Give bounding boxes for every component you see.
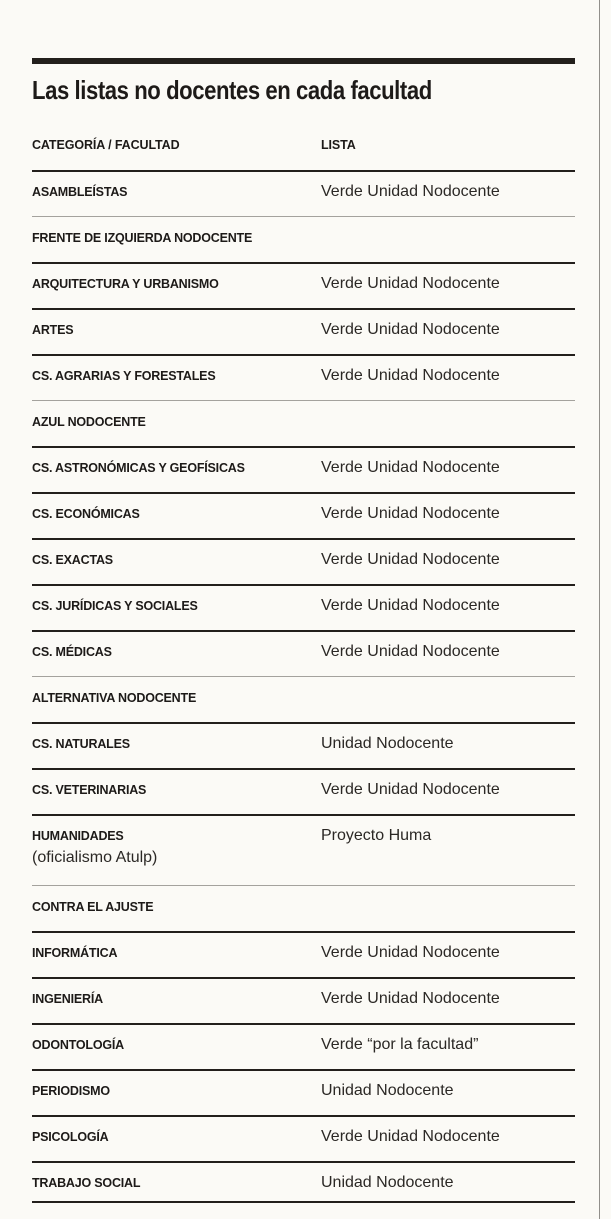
category-label: HUMANIDADES [32, 829, 124, 843]
lista-value: Unidad Nodocente [321, 735, 454, 752]
category-cell [32, 1128, 321, 1146]
lista-value: Verde Unidad Nodocente [321, 551, 500, 568]
category-label: CS. EXACTAS [32, 553, 113, 567]
table-row [32, 768, 575, 814]
category-cell [32, 367, 321, 385]
table-row [32, 722, 575, 768]
category-cell [32, 689, 321, 707]
lista-value: Verde Unidad Nodocente [321, 367, 500, 384]
category-label: CS. ECONÓMICAS [32, 507, 140, 521]
table-row [32, 538, 575, 584]
category-cell [32, 459, 321, 477]
table-section-row [32, 885, 575, 931]
category-label: CS. JURÍDICAS Y SOCIALES [32, 599, 198, 613]
category-cell [32, 321, 321, 339]
table-row [32, 584, 575, 630]
lista-value [321, 413, 575, 431]
lista-value: Verde Unidad Nodocente [321, 781, 500, 798]
table-header-row [32, 139, 575, 170]
category-label: INGENIERÍA [32, 992, 103, 1006]
lista-value: Unidad Nodocente [321, 1174, 454, 1191]
lista-value [321, 229, 575, 247]
lista-value [321, 689, 575, 707]
infographic-box [32, 0, 575, 1203]
category-label: CS. NATURALES [32, 737, 130, 751]
category-label: ODONTOLOGÍA [32, 1038, 125, 1052]
lista-value [321, 898, 575, 916]
lista-value: Verde Unidad Nodocente [321, 643, 500, 660]
category-cell [32, 413, 321, 431]
lista-value: Verde Unidad Nodocente [321, 275, 500, 292]
category-label: PERIODISMO [32, 1084, 110, 1098]
category-note: (oficialismo Atulp) [32, 849, 158, 866]
table-row [32, 492, 575, 538]
category-label: AZUL NODOCENTE [32, 415, 146, 429]
category-cell [32, 1174, 321, 1192]
category-label: ARQUITECTURA Y URBANISMO [32, 277, 219, 291]
lista-value: Verde Unidad Nodocente [321, 1128, 500, 1145]
table-section-row [32, 400, 575, 446]
table-section-row [32, 676, 575, 722]
table-row [32, 170, 575, 216]
top-rule-bar [32, 58, 575, 64]
lista-value: Verde Unidad Nodocente [321, 459, 500, 476]
table-section-row [32, 216, 575, 262]
category-cell [32, 1082, 321, 1100]
category-cell [32, 990, 321, 1008]
category-cell [32, 898, 321, 916]
lista-value: Verde “por la facultad” [321, 1036, 479, 1053]
category-cell [32, 781, 321, 799]
table-row [32, 931, 575, 977]
table-row [32, 446, 575, 492]
category-cell [32, 597, 321, 615]
column-header-category: CATEGORÍA / FACULTAD [32, 138, 180, 152]
lista-value: Verde Unidad Nodocente [321, 321, 500, 338]
category-cell [32, 944, 321, 962]
category-label: CS. MÉDICAS [32, 645, 112, 659]
table-row [32, 814, 575, 885]
category-cell [32, 551, 321, 569]
table-row [32, 1069, 575, 1115]
column-divider-line [599, 0, 600, 1219]
lista-value: Verde Unidad Nodocente [321, 597, 500, 614]
lista-value: Proyecto Huma [321, 827, 432, 844]
category-label: TRABAJO SOCIAL [32, 1176, 141, 1190]
category-cell [32, 735, 321, 753]
table-row [32, 1115, 575, 1161]
lista-value: Verde Unidad Nodocente [321, 183, 500, 200]
lista-value: Verde Unidad Nodocente [321, 990, 500, 1007]
table-row [32, 354, 575, 400]
lista-value: Verde Unidad Nodocente [321, 944, 500, 961]
table-row [32, 308, 575, 354]
lista-value: Verde Unidad Nodocente [321, 505, 500, 522]
category-cell [32, 275, 321, 293]
category-label: INFORMÁTICA [32, 946, 118, 960]
category-cell [32, 827, 321, 870]
table-body [32, 170, 575, 1203]
category-label: PSICOLOGÍA [32, 1130, 109, 1144]
category-label: CS. VETERINARIAS [32, 783, 147, 797]
category-cell [32, 183, 321, 201]
category-label: CS. AGRARIAS Y FORESTALES [32, 369, 216, 383]
category-label: FRENTE DE IZQUIERDA NODOCENTE [32, 231, 253, 245]
category-label: CS. ASTRONÓMICAS Y GEOFÍSICAS [32, 461, 245, 475]
category-label: CONTRA EL AJUSTE [32, 900, 154, 914]
category-label: ARTES [32, 323, 74, 337]
category-cell [32, 643, 321, 661]
category-label: ALTERNATIVA NODOCENTE [32, 691, 197, 705]
column-header-lista: LISTA [321, 138, 356, 152]
table-row [32, 630, 575, 676]
table-row [32, 1161, 575, 1201]
page-title: Las listas no docentes en cada facultad [32, 75, 432, 105]
category-cell [32, 229, 321, 247]
table-row [32, 262, 575, 308]
category-label: ASAMBLEÍSTAS [32, 185, 128, 199]
table-row [32, 1023, 575, 1069]
category-cell [32, 505, 321, 523]
category-cell [32, 1036, 321, 1054]
lista-value: Unidad Nodocente [321, 1082, 454, 1099]
table-row [32, 977, 575, 1023]
